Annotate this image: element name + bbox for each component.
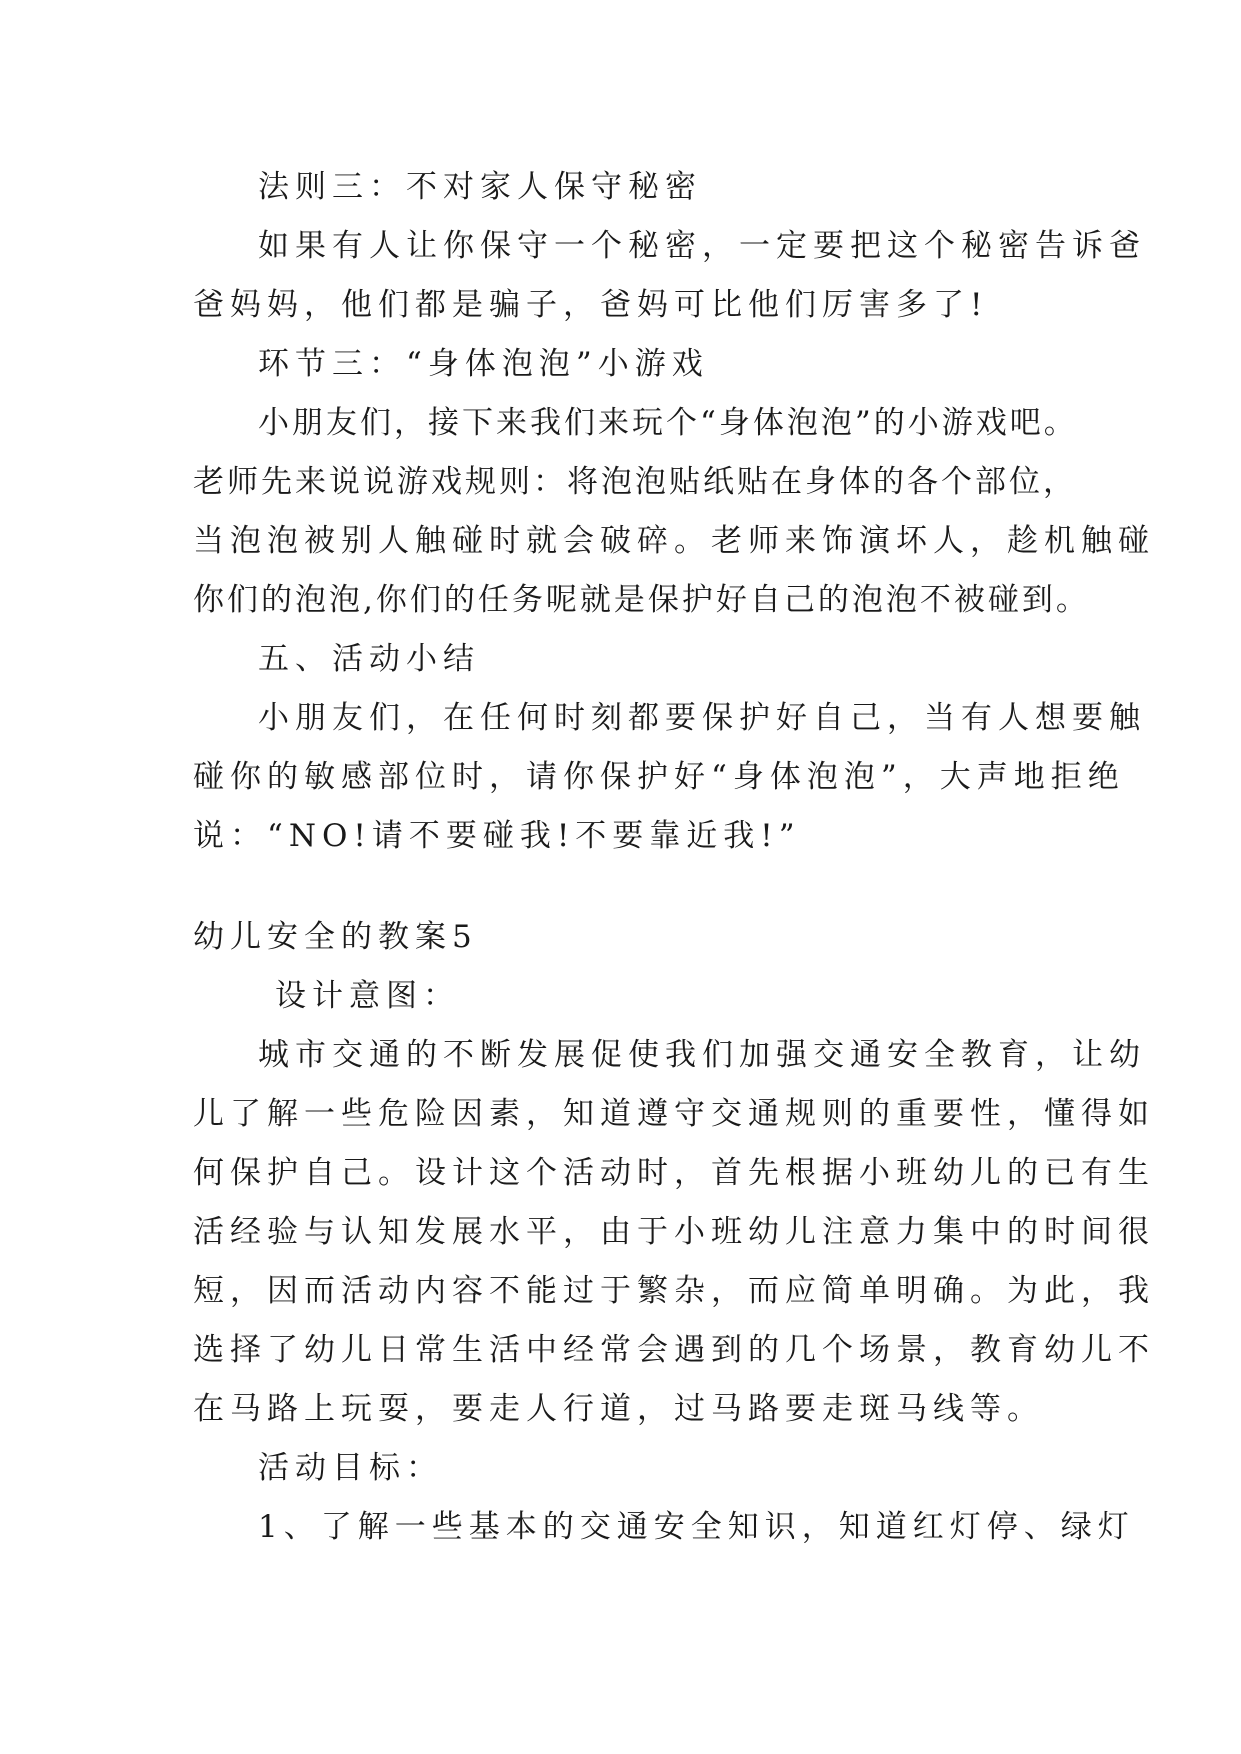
paragraph-line: 在马路上玩耍，要走人行道，过马路要走斑马线等。 — [193, 1391, 1044, 1427]
paragraph-line: 小朋友们，在任何时刻都要保护好自己，当有人想要触 — [258, 700, 1146, 736]
paragraph-line: 1、了解一些基本的交通安全知识，知道红灯停、绿灯 — [258, 1509, 1135, 1545]
paragraph-line: 选择了幼儿日常生活中经常会遇到的几个场景，教育幼儿不 — [193, 1332, 1155, 1368]
section-heading: 五、活动小结 — [258, 641, 480, 677]
paragraph-line: 何保护自己。设计这个活动时，首先根据小班幼儿的已有生 — [193, 1155, 1155, 1191]
paragraph-line: 当泡泡被别人触碰时就会破碎。老师来饰演坏人，趁机触碰 — [193, 523, 1155, 559]
paragraph-line: 老师先来说说游戏规则：将泡泡贴纸贴在身体的各个部位， — [193, 464, 1077, 500]
section-heading: 设计意图： — [275, 978, 460, 1014]
paragraph-line: 碰你的敏感部位时，请你保护好“身体泡泡”，大声地拒绝 — [193, 759, 1125, 795]
paragraph-line: 如果有人让你保守一个秘密，一定要把这个秘密告诉爸 — [258, 228, 1146, 264]
section-heading: 环节三：“身体泡泡”小游戏 — [258, 346, 709, 382]
paragraph-line: 爸妈妈，他们都是骗子，爸妈可比他们厉害多了! — [193, 287, 989, 323]
paragraph-line: 小朋友们，接下来我们来玩个“身体泡泡”的小游戏吧。 — [258, 405, 1078, 441]
section-heading: 活动目标： — [258, 1450, 443, 1486]
paragraph-line: 短，因而活动内容不能过于繁杂，而应简单明确。为此，我 — [193, 1273, 1155, 1309]
paragraph-line: 活经验与认知发展水平，由于小班幼儿注意力集中的时间很 — [193, 1214, 1155, 1250]
paragraph-line: 说：“NO!请不要碰我!不要靠近我!” — [193, 818, 801, 854]
document-title: 幼儿安全的教案5 — [193, 919, 478, 955]
paragraph-line: 你们的泡泡,你们的任务呢就是保护好自己的泡泡不被碰到。 — [193, 582, 1090, 618]
paragraph-line: 城市交通的不断发展促使我们加强交通安全教育，让幼 — [258, 1037, 1146, 1073]
paragraph-line: 儿了解一些危险因素，知道遵守交通规则的重要性，懂得如 — [193, 1096, 1155, 1132]
paragraph-line: 法则三：不对家人保守秘密 — [258, 169, 702, 205]
